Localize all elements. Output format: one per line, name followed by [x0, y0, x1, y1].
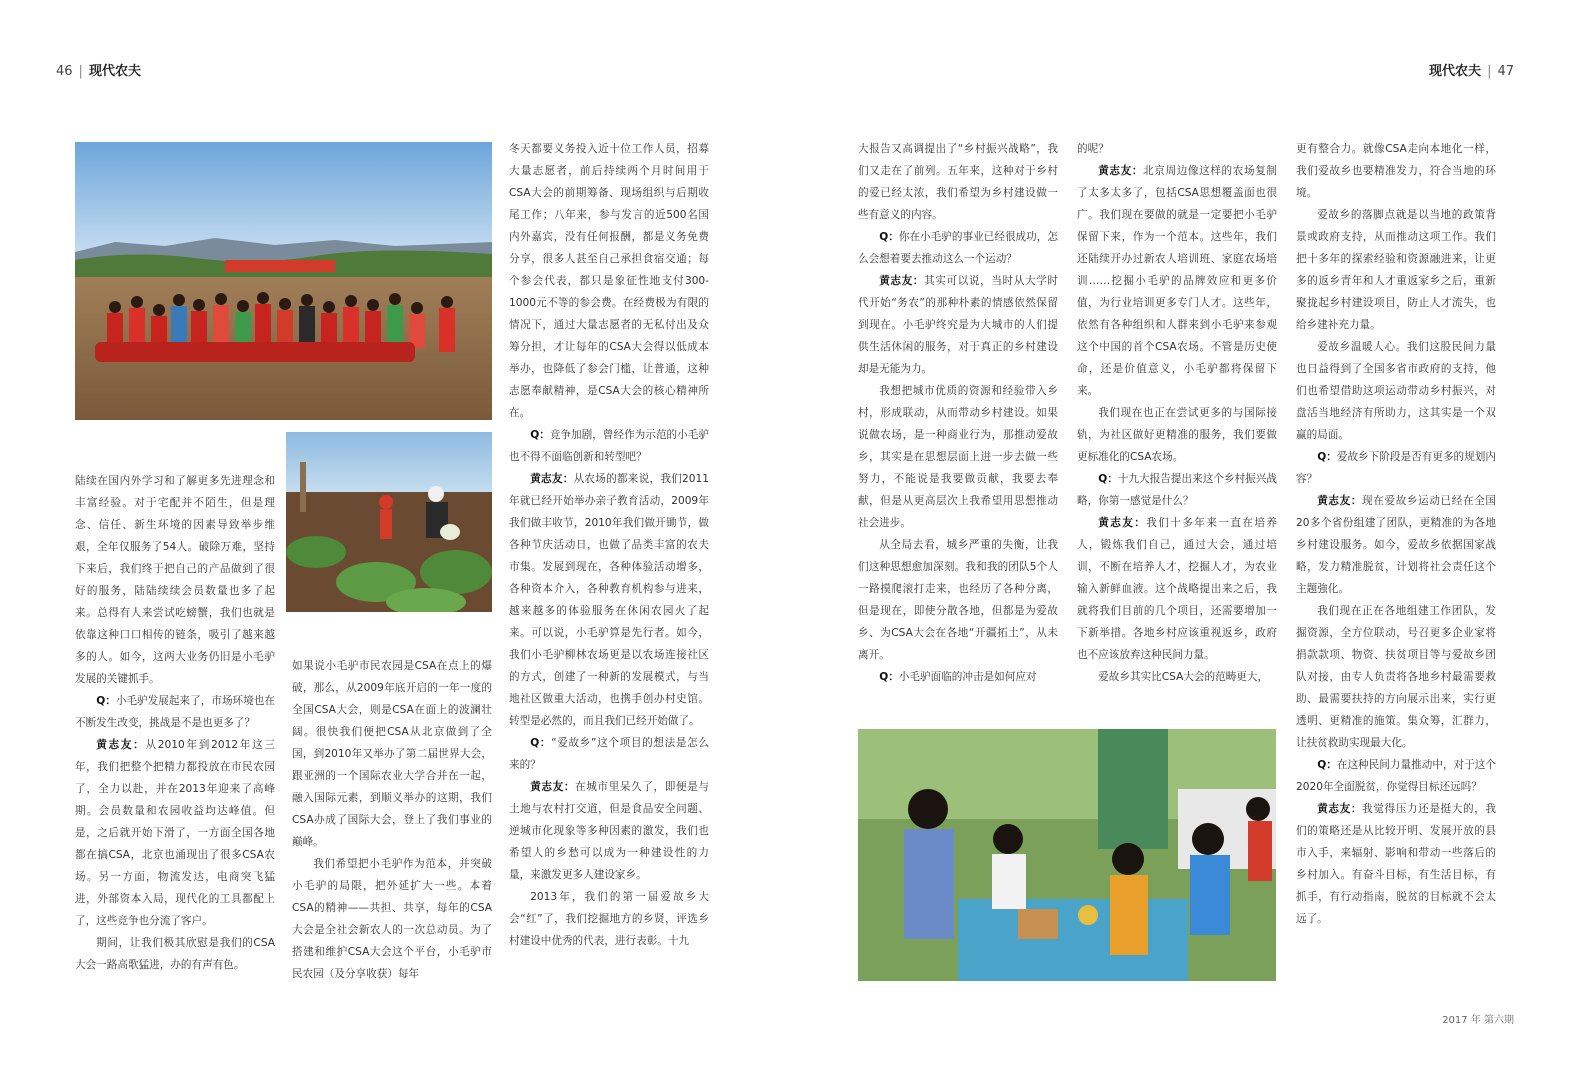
paragraph-text: 从全局去看，城乡严重的失衡，让我们这种思想愈加深刻。我和我的团队5个人一路摸爬滚打走来，也经历了各种分离，但是现在，即使分散各地，但都是为爱故乡、为CSA大会在各地“开疆拓土”，从未离开。: [858, 539, 1058, 661]
body-paragraph: [1296, 600, 1496, 754]
body-paragraph: [75, 470, 275, 690]
vegetable-field-photo: [286, 432, 492, 612]
paragraph-text: 你在小毛驴的事业已经很成功，怎么会想着要去推动这么一个运动？: [858, 231, 1058, 265]
paragraph-text: 大报告又高调提出了“乡村振兴战略”，我们又走在了前列。五年来，这种对于乡村的爱已经太浓，我们希望为乡村建设做一些有意义的内容。: [858, 143, 1058, 221]
right-magazine-title: 现代农夫: [1429, 64, 1482, 79]
interview-question: [1077, 468, 1277, 512]
speaker-label: 黄志友：: [96, 739, 146, 751]
paragraph-text: 我们现在也正在尝试更多的与国际接轨，为社区做好更精准的服务，我们要做更标准化的CSA农场。: [1077, 407, 1277, 463]
interview-answer: [1296, 490, 1496, 600]
right-page-number: 47: [1497, 64, 1514, 79]
interview-question: [1296, 446, 1496, 490]
paragraph-text: 从2010年到2012年这三年，我们把整个把精力都投放在市民农园了，全力以赴，并在2013年迎来了高峰期。会员数量和农园收益均达峰值。但是，之后就开始下滑了，一方面全国各地都在搞CSA，北京也涌现出了很多CSA农场。另一方面，物流发达，电商突飞猛进，外部资本入局，现代化的工具都配上了，这些竞争也分流了客户。: [75, 739, 275, 927]
text-column-left-c: [509, 138, 709, 990]
question-label: Q：: [1317, 451, 1337, 463]
text-column-right-c: [1296, 138, 1496, 958]
text-column-right-a: [858, 138, 1058, 700]
interview-question: [509, 424, 709, 468]
text-column-right-b: [1077, 138, 1277, 700]
left-magazine-title: 现代农夫: [88, 64, 141, 79]
paragraph-text: 爱故乡的落脚点就是以当地的政策背景或政府支持，从而推动这项工作。我们把十多年的探索经验和资源融进来，让更多的返乡青年和人才重返家乡之后，重新聚拢起乡村建设项目，防止人才流失，也给乡建补充力量。: [1296, 209, 1496, 331]
interview-answer: [1296, 798, 1496, 930]
paragraph-text: 我们希望把小毛驴作为范本，并突破小毛驴的局限，把外延扩大一些。本着CSA的精神——共担、共享，每年的CSA大会是全社会新农人的一次总动员。为了搭建和维护CSA大会这个平台，小毛驴市民农园（及分享收获）每年: [292, 858, 492, 980]
paragraph-text: 期间，让我们极其欣慰是我们的CSA大会一路高歌猛进，办的有声有色。: [75, 937, 275, 971]
body-paragraph: [509, 138, 709, 424]
left-page-header: [56, 60, 141, 79]
body-paragraph: [1077, 402, 1277, 468]
body-paragraph: [75, 932, 275, 976]
children-activity-photo: [858, 729, 1276, 981]
speaker-label: 黄志友：: [1317, 803, 1363, 815]
paragraph-text: 如果说小毛驴市民农园是CSA在点上的爆破，那么，从2009年底开启的一年一度的全国CSA大会，则是CSA在面上的波澜壮阔。很快我们便把CSA从北京做到了全国，到2010年又举办了第二届世界大会，跟亚洲的一个国际农业大学合并在一起，融入国际元素，到顺义举办的这期，我们CSA办成了国际大会，登上了我们事业的巅峰。: [292, 660, 492, 848]
paragraph-text: 我觉得压力还是挺大的，我们的策略还是从比较开明、发展开放的县市入手，来辐射、影响和带动一些落后的乡村加入。有奋斗目标，有生活目标，有抓手，有行动指南，脱贫的目标就不会太远了。: [1296, 803, 1496, 925]
group-photo-field: [75, 142, 492, 420]
paragraph-text: 从农场的都来说，我们2011年就已经开始举办亲子教育活动，2009年我们做丰收节，2010年我们做开锄节，做各种节庆活动日，也做了品类丰富的农夫市集。发展到现在，各种体验活动增多，各种资本介入，各种教育机构参与进来，越来越多的体验服务在休闲农园火了起来。可以说，小毛驴算是先行者。如今，我们小毛驴柳林农场更是以农场连接社区的方式，创建了一种新的发展模式，与当地社区做重大活动，也携手创办村史馆。转型是必然的，而且我们已经开始做了。: [509, 473, 709, 727]
interview-answer: [509, 776, 709, 886]
left-page-number: 46: [56, 64, 73, 79]
paragraph-text: 竞争加剧，曾经作为示范的小毛驴也不得不面临创新和转型吧？: [509, 429, 709, 463]
paragraph-text: 更有整合力。就像CSA走向本地化一样，我们爱故乡也要精准发力，符合当地的环境。: [1296, 143, 1496, 199]
paragraph-text: 小毛驴发展起来了，市场环境也在不断发生改变，挑战是不是也更多了？: [75, 695, 275, 729]
question-label: Q：: [879, 231, 899, 243]
body-paragraph: [292, 655, 492, 853]
paragraph-text: 现在爱故乡运动已经在全国20多个省份组建了团队，更精准的为各地乡村建设服务。如今，爱故乡依据国家战略，发力精准脱贫，计划将社会责任这个主题強化。: [1296, 495, 1496, 595]
paragraph-text: 我们十多年来一直在培养人，锻炼我们自己，通过大会，通过培训，不断在培养人才，挖掘人才，为农业输入新鲜血液。这个战略提出来之后，我就将我们目前的几个项目，还需要增加一下新举措。各地乡村应该重视返乡，政府也不应该放弃这种民间力量。: [1077, 517, 1277, 661]
paragraph-text: “爱故乡”这个项目的想法是怎么来的？: [509, 737, 709, 771]
body-paragraph: [1296, 138, 1496, 204]
group-photo-illustration: [75, 142, 492, 420]
question-label: Q：: [1317, 759, 1337, 771]
question-label: Q：: [530, 737, 552, 749]
interview-answer: [1077, 512, 1277, 666]
paragraph-text: 冬天都要义务投入近十位工作人员，招募大量志愿者，前后持续两个月时间用于CSA大会的前期筹备、现场组织与后期收尾工作；八年来，参与发言的近500名国内外嘉宾，没有任何报酬，都是义务免费分享，很多人甚至自己承担食宿交通；每个参会代表，都只是象征性地支付300-1000元不等的参会费。在经费极为有限的情况下，通过大量志愿者的无私付出及众筹分担，才让每年的CSA大会得以低成本举办，也降低了参会门槛，让普通，这种志愿奉献精神，是CSA大会的核心精神所在。: [509, 143, 709, 419]
paragraph-text: 爱故乡下阶段是否有更多的规划内容？: [1296, 451, 1496, 485]
speaker-label: 黄志友：: [879, 275, 925, 287]
paragraph-text: 十九大报告提出来这个乡村振兴战略，你第一感觉是什么？: [1077, 473, 1277, 507]
vegetable-field-illustration: [286, 432, 492, 612]
body-paragraph: [1296, 336, 1496, 446]
text-column-left-a: [75, 470, 275, 990]
paragraph-text: 在这种民间力量推动中，对于这个2020年全面脱贫，你觉得目标还远吗？: [1296, 759, 1496, 793]
interview-question: [509, 732, 709, 776]
paragraph-text: 陆续在国内外学习和了解更多先进理念和丰富经验。对于宅配并不陌生，但是理念、信任、新生环境的因素导致举步维艰，全年仅服务了54人。破除万难，坚持下来后，我们终于把自己的产品做到了很好的服务，陆陆续续会员数量也多了起来。总得有人来尝试吃螃蟹，我们也就是依靠这种口口相传的链条，吸引了越来越多的人。如今，这两大业务仍旧是小毛驴发展的关键抓手。: [75, 475, 275, 685]
paragraph-text: 我们现在正在各地组建工作团队，发掘资源，全方位联动，号召更多企业家将捐款款项、物资、扶贫项目等与爱故乡团队对接，由专人负责将各地乡村最需要救助、最需要扶持的方向展示出来，实行更透明、更精准的施策。集众筹，汇群力，让扶贫救助实现最大化。: [1296, 605, 1496, 749]
issue-footer: 2017 年 第六期: [1442, 1015, 1514, 1026]
right-page-header: [1429, 60, 1514, 79]
body-paragraph: [858, 534, 1058, 666]
speaker-label: 黄志友：: [1098, 517, 1147, 529]
body-paragraph: [1077, 666, 1277, 688]
question-label: Q：: [879, 671, 899, 683]
interview-answer: [75, 734, 275, 932]
paragraph-text: 2013年，我们的第一届爱故乡大会“红”了，我们挖掘地方的乡贤，评选乡村建设中优秀的代表，进行表彰。十九: [509, 891, 709, 947]
paragraph-text: 爱故乡温暖人心。我们这股民间力量也日益得到了全国多省市政府的支持，他们也希望借助这项运动带动乡村振兴，对盘活当地经济有所助力，这其实是一个双赢的局面。: [1296, 341, 1496, 441]
paragraph-text: 的呢？: [1077, 143, 1109, 155]
paragraph-text: 北京周边像这样的农场复制了太多太多了，包括CSA思想覆盖面也很广。我们现在要做的就是一定要把小毛驴保留下来，作为一个范本。这些年，我们还陆续开办过新农人培训班、家庭农场培训……挖掘小毛驴的品牌效应和更多价值，为行业培训更多专门人才。这些年，依然有各种组织和人群来到小毛驴来参观这个中国的首个CSA农场。不管是历史使命，还是价值意义，小毛驴都将保留下来。: [1077, 165, 1277, 397]
speaker-label: 黄志友：: [530, 473, 574, 485]
question-label: Q：: [96, 695, 116, 707]
speaker-label: 黄志友：: [530, 781, 576, 793]
paragraph-text: 小毛驴面临的冲击是如何应对: [898, 671, 1037, 683]
body-paragraph: [858, 138, 1058, 226]
text-column-left-b: [292, 655, 492, 990]
interview-question: [858, 226, 1058, 270]
interview-question: [1296, 754, 1496, 798]
paragraph-text: 爱故乡其实比CSA大会的范畴更大，: [1098, 671, 1269, 683]
paragraph-text: 其实可以说，当时从大学时代开始“务农”的那种朴素的情感依然保留到现在。小毛驴终究是为大城市的人们提供生活休闲的服务，对于真正的乡村建设却是无能为力。: [858, 275, 1058, 375]
interview-answer: [509, 468, 709, 732]
interview-answer: [1077, 160, 1277, 402]
question-label: Q：: [1098, 473, 1118, 485]
header-separator: |: [78, 64, 83, 79]
speaker-label: 黄志友：: [1098, 165, 1144, 177]
paragraph-text: 在城市里呆久了，即便是与土地与农村打交道，但是食品安全问题、逆城市化现象等多种因素的激发，我们也希望人的乡愁可以成为一种建设性的力量，来激发更多人建设家乡。: [509, 781, 709, 881]
children-activity-illustration: [858, 729, 1276, 981]
body-paragraph: [858, 380, 1058, 534]
body-paragraph: [292, 853, 492, 985]
paragraph-text: 我想把城市优质的资源和经验带入乡村，形成联动，从而带动乡村建设。如果说做农场，是一种商业行为，那推动爱故乡，其实是在思想层面上进一步去做一些努力，不能说是我要做贡献，我要去奉献，但是从更高层次上我希望用思想推动社会进步。: [858, 385, 1058, 529]
speaker-label: 黄志友：: [1317, 495, 1363, 507]
interview-answer: [858, 270, 1058, 380]
body-paragraph: [1077, 138, 1277, 160]
header-separator: |: [1487, 64, 1492, 79]
question-label: Q：: [530, 429, 550, 441]
body-paragraph: [1296, 204, 1496, 336]
body-paragraph: [509, 886, 709, 952]
interview-question: [858, 666, 1058, 688]
interview-question: [75, 690, 275, 734]
